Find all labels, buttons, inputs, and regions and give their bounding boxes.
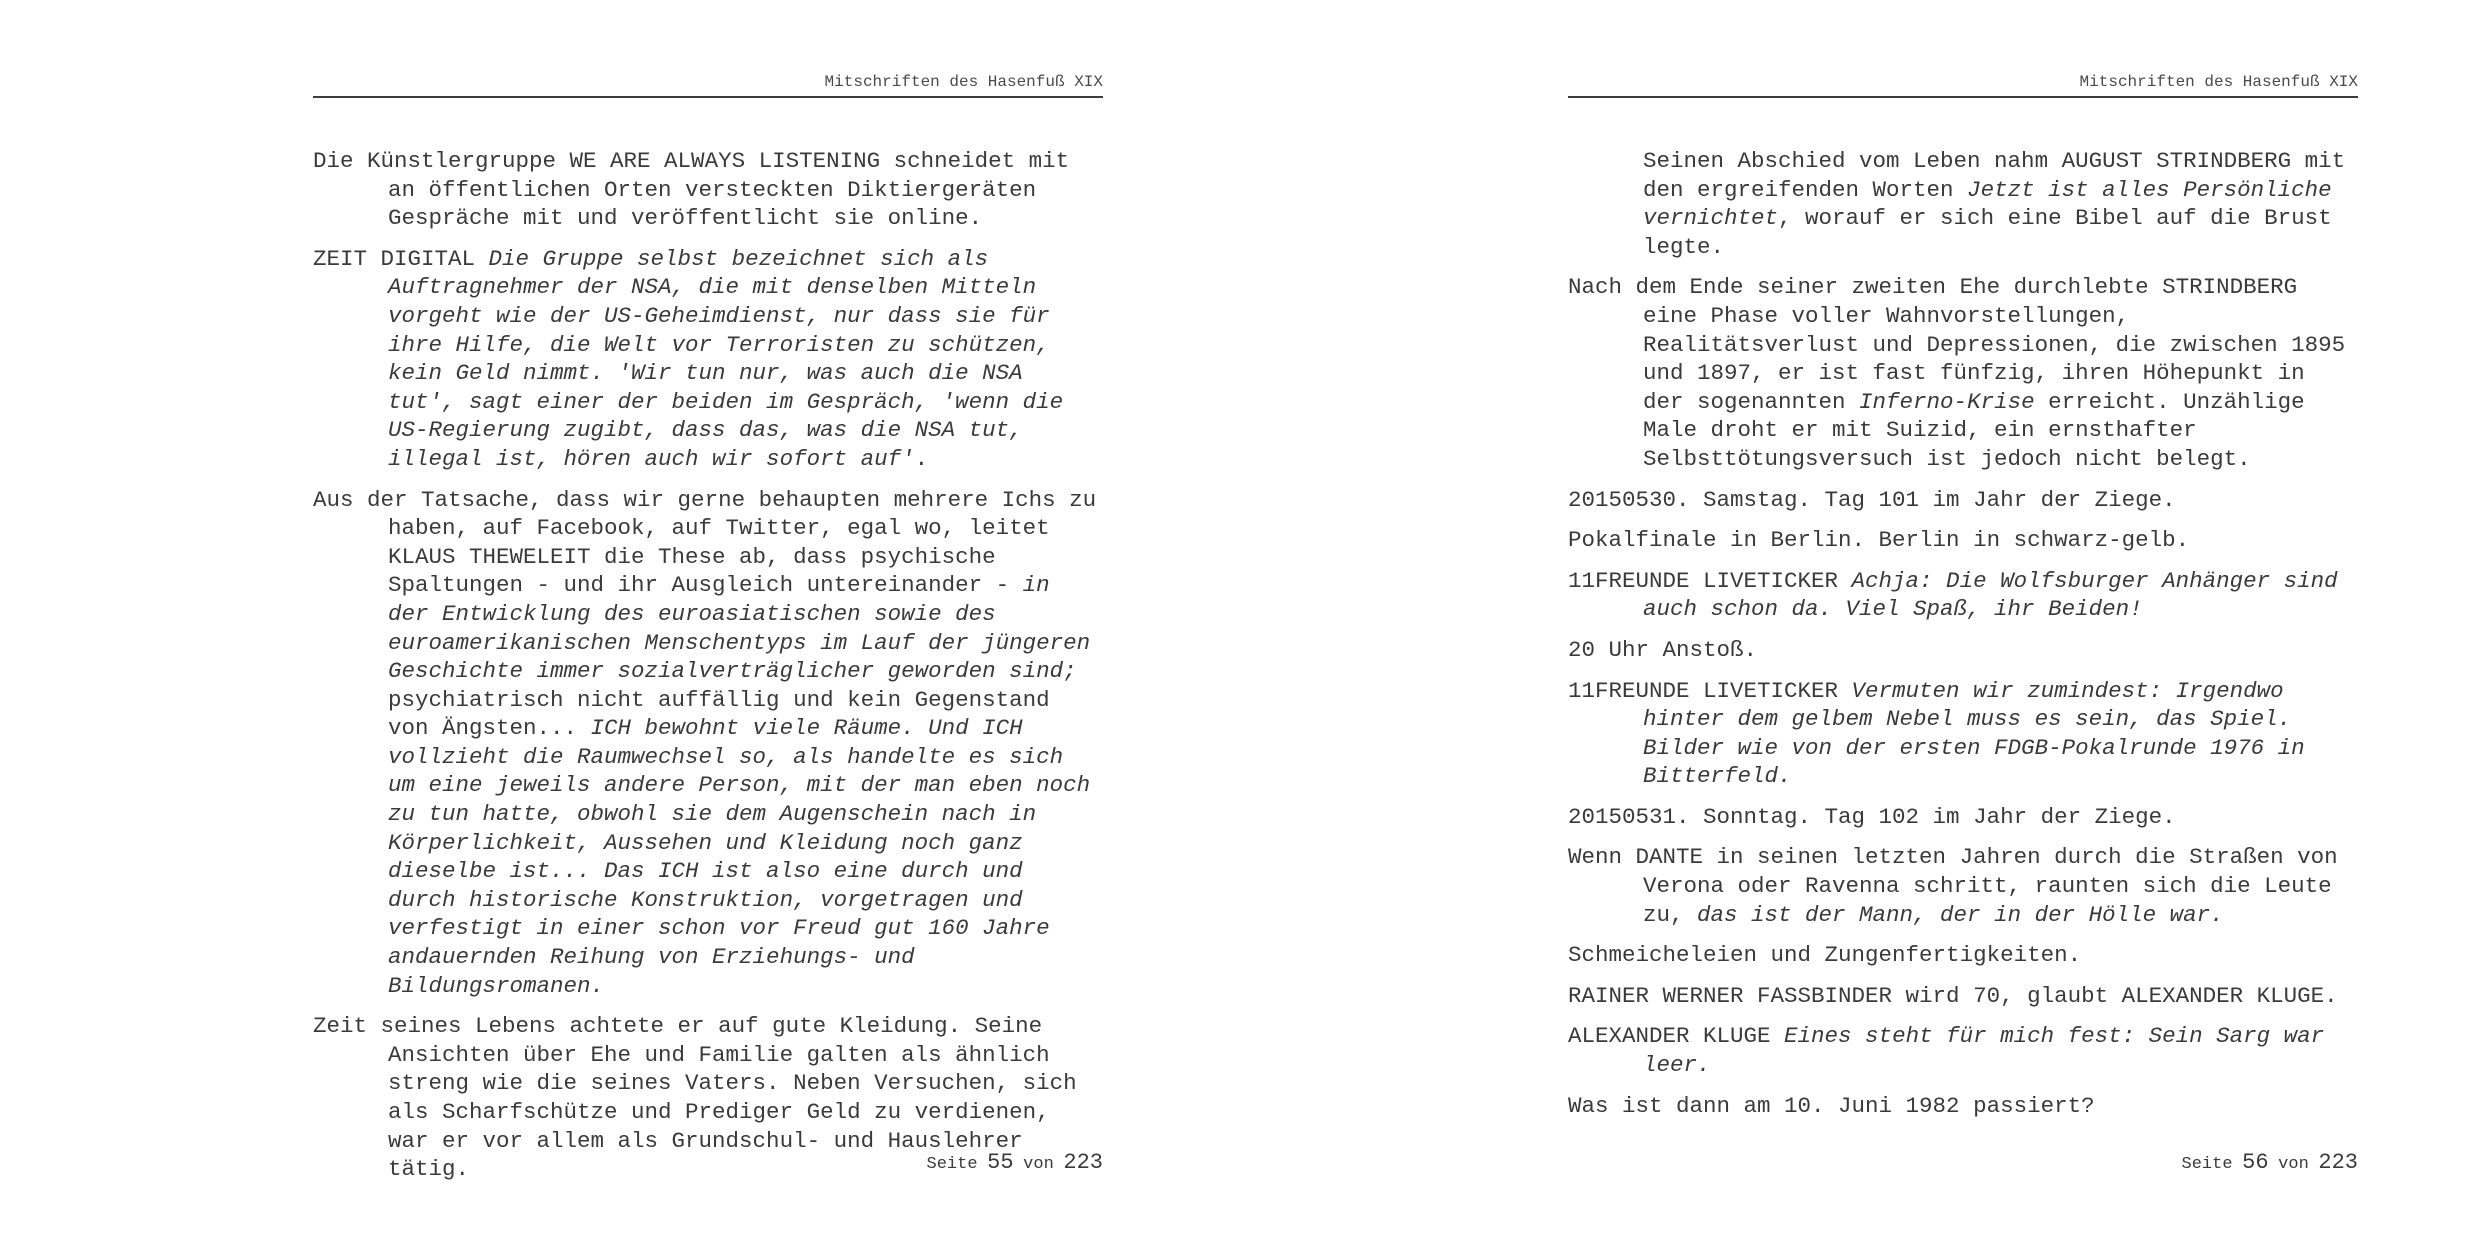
paragraph [313, 147, 1103, 233]
paragraph [1568, 941, 2358, 970]
paragraph [1568, 843, 2358, 929]
text-run: Was ist dann am 10. Juni 1982 passiert? [1568, 1092, 2095, 1119]
page-body [313, 147, 1103, 1196]
text-run: Die Künstlergruppe WE ARE ALWAYS LISTENING schneidet mit an öffentlichen Orten versteckten Diktiergeräten Gespräche mit und veröffentlicht sie online. [313, 148, 1070, 232]
text-run: erreicht. Unzählige Male droht er mit Suizid, ein ernsthafter Selbsttötungsversuch ist jedoch nicht belegt. [1643, 388, 2305, 472]
running-header: Mitschriften des Hasenfuß XIX [824, 73, 1103, 91]
left-page [313, 0, 1103, 1240]
text-run: , worauf er sich eine Bibel auf die Brust legte. [1643, 205, 2332, 260]
text-run: RAINER WERNER FASSBINDER wird 70, glaubt ALEXANDER KLUGE. [1568, 982, 2338, 1009]
paragraph [1568, 982, 2358, 1011]
total-pages: 223 [2318, 1150, 2358, 1175]
page-number [313, 1150, 1103, 1175]
paragraph [313, 486, 1103, 1001]
text-run: ALEXANDER KLUGE [1568, 1023, 1785, 1050]
text-run: 20150531. Sonntag. Tag 102 im Jahr der Ziege. [1568, 803, 2176, 830]
text-run: Schmeicheleien und Zungenfertigkeiten. [1568, 942, 2082, 969]
page-separator: von [2278, 1155, 2309, 1174]
text-run: ZEIT DIGITAL [313, 245, 489, 272]
current-page: 56 [2242, 1150, 2269, 1175]
quote-run: Jetzt ist alles Persönliche vernichtet [1643, 176, 2332, 232]
paragraph [1568, 567, 2358, 624]
page-label: Seite [926, 1155, 978, 1174]
page-body [1568, 147, 2358, 1132]
text-run: Nach dem Ende seiner zweiten Ehe durchlebte STRINDBERG eine Phase voller Wahnvorstellungen, Realitätsverlust und Depressionen, die zwischen 1895 und 1897, er ist fast fünfzig, ihren Höhepunkt in der sogenannten [1568, 274, 2346, 415]
text-run: 20150530. Samstag. Tag 101 im Jahr der Ziege. [1568, 486, 2176, 513]
quote-run: Achja: Die Wolfsburger Anhänger sind auch schon da. Viel Spaß, ihr Beiden! [1643, 567, 2338, 623]
paragraph [313, 245, 1103, 474]
paragraph [1568, 273, 2358, 473]
text-run: 20 Uhr Anstoß. [1568, 636, 1758, 663]
header-rule [313, 96, 1103, 98]
paragraph [1568, 1092, 2358, 1121]
page-number [1568, 1150, 2358, 1175]
quote-run: ICH bewohnt viele Räume. Und ICH vollzieht die Raumwechsel so, als handelte es sich um eine jeweils andere Person, mit der man eben noch zu tun hatte, obwohl sie dem Augenschein nach in Körperlichkeit, Aussehen und Kleidung noch ganz dieselbe ist... Das ICH ist also eine durch und durch historische Konstruktion, vorgetragen und verfestigt in einer schon vor Freud gut 160 Jahre andauernden Reihung von Erziehungs- und Bildungsromanen. [388, 715, 1091, 999]
text-run: Aus der Tatsache, dass wir gerne behaupten mehrere Ichs zu haben, auf Facebook, auf Twitter, egal wo, leitet KLAUS THEWELEIT die These ab, dass psychische Spaltungen - und ihr Ausgleich untereinander - [313, 486, 1097, 599]
quote-run: Inferno-Krise [1859, 388, 2035, 415]
right-page [1568, 0, 2358, 1240]
page-separator: von [1023, 1155, 1054, 1174]
quote-run: Eines steht für mich fest: Sein Sarg war leer. [1643, 1023, 2325, 1079]
total-pages: 223 [1063, 1150, 1103, 1175]
current-page: 55 [987, 1150, 1014, 1175]
text-run: . [914, 445, 929, 472]
quote-run: Vermuten wir zumindest: Irgendwo hinter dem gelbem Nebel muss es sein, das Spiel. Bilder wie von der ersten FDGB-Pokalrunde 1976 in Bitterfeld. [1643, 677, 2305, 790]
running-header: Mitschriften des Hasenfuß XIX [2079, 73, 2358, 91]
page-label: Seite [2181, 1155, 2233, 1174]
paragraph [1568, 1022, 2358, 1079]
text-run: 11FREUNDE LIVETICKER [1568, 567, 1852, 594]
quote-run: in der Entwicklung des euroasiatischen sowie des euroamerikanischen Menschentyps im Lauf der jüngeren Geschichte immer sozialverträglicher geworden sind; [388, 572, 1091, 685]
header-rule [1568, 96, 2358, 98]
paragraph [1568, 636, 2358, 665]
text-run: Pokalfinale in Berlin. Berlin in schwarz-gelb. [1568, 527, 2190, 554]
paragraph [1568, 147, 2358, 261]
paragraph [1568, 526, 2358, 555]
paragraph [1568, 486, 2358, 515]
text-run: psychiatrisch nicht auffällig und kein Gegenstand von Ängsten... [388, 686, 1050, 742]
text-run: Wenn DANTE in seinen letzten Jahren durch die Straßen von Verona oder Ravenna schritt, raunten sich die Leute zu, [1568, 844, 2338, 928]
quote-run: Die Gruppe selbst bezeichnet sich als Auftragnehmer der NSA, die mit denselben Mitteln vorgeht wie der US-Geheimdienst, nur dass sie für ihre Hilfe, die Welt vor Terroristen zu schützen, kein Geld nimmt. 'Wir tun nur, was auch die NSA tut', sagt einer der beiden im Gespräch, 'wenn die US-Regierung zugibt, dass das, was die NSA tut, illegal ist, hören auch wir sofort auf' [388, 245, 1064, 472]
text-run: Zeit seines Lebens achtete er auf gute Kleidung. Seine Ansichten über Ehe und Familie galten als ähnlich streng wie die seines Vaters. Neben Versuchen, sich als Scharfschütze und Prediger Geld zu verdienen, war er vor allem als Grundschul- und Hauslehrer tätig. [313, 1013, 1077, 1183]
quote-run: das ist der Mann, der in der Hölle war. [1697, 901, 2224, 928]
text-run: Seinen Abschied vom Leben nahm AUGUST STRINDBERG mit den ergreifenden Worten [1643, 148, 2346, 203]
paragraph [1568, 803, 2358, 832]
paragraph [1568, 677, 2358, 791]
text-run: 11FREUNDE LIVETICKER [1568, 677, 1852, 704]
